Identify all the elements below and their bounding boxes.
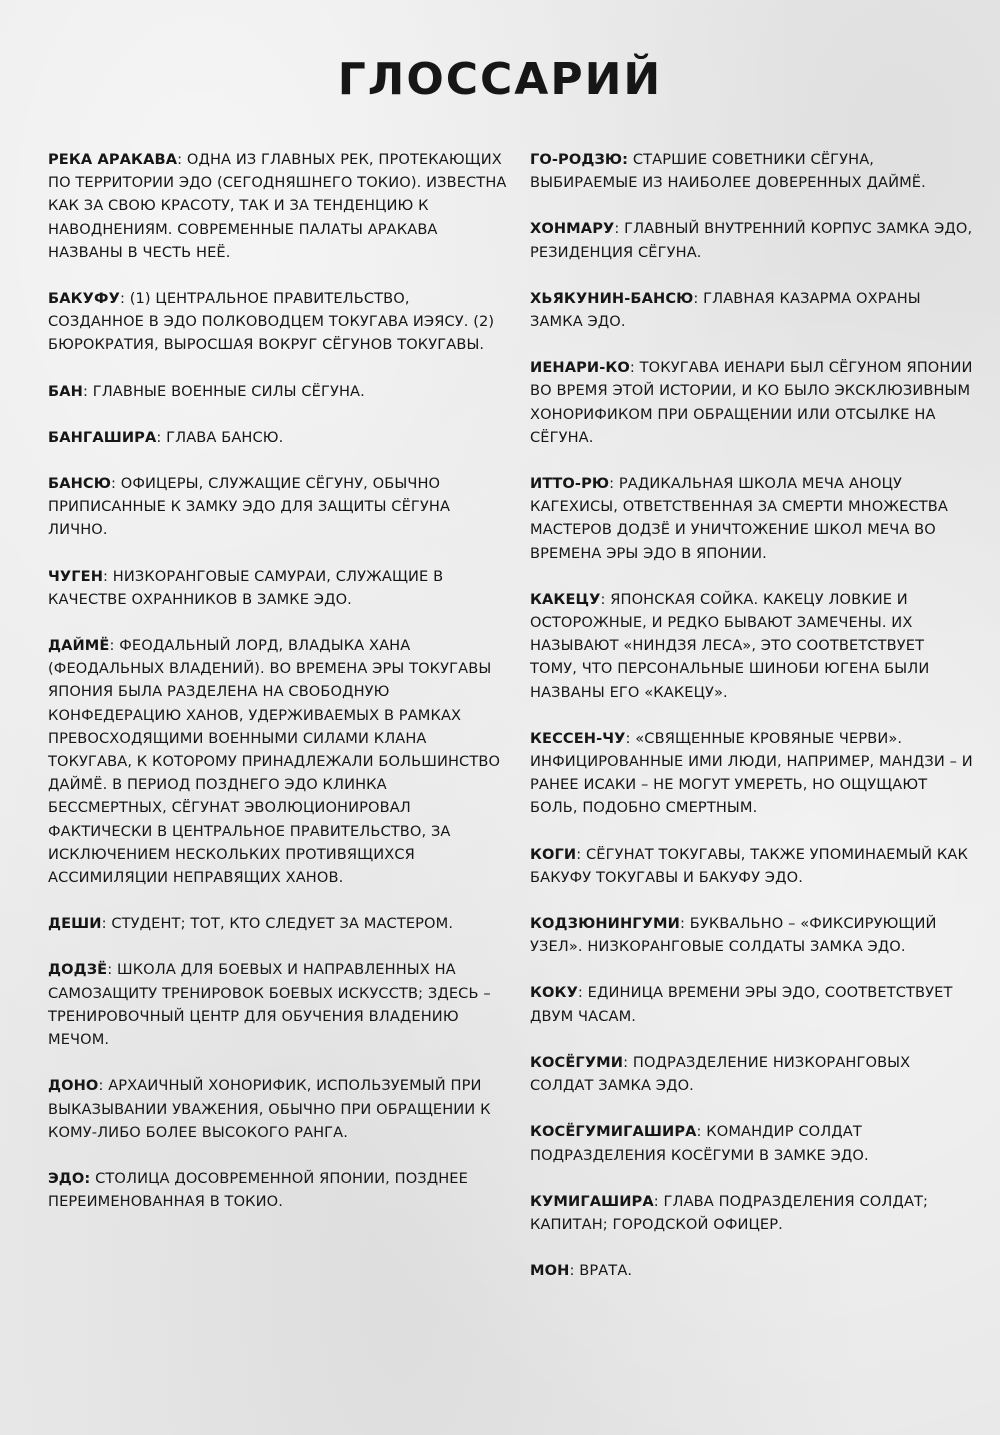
glossary-definition: : НИЗКОРАНГОВЫЕ САМУРАИ, СЛУЖАЩИЕ В КАЧЕСТВЕ ОХРАННИКОВ В ЗАМКЕ ЭДО. bbox=[48, 567, 444, 608]
glossary-definition: : ШКОЛА ДЛЯ БОЕВЫХ И НАПРАВЛЕННЫХ НА САМОЗАЩИТУ ТРЕНИРОВОК БОЕВЫХ ИСКУССТВ; ЗДЕСЬ – ТРЕНИРОВОЧНЫЙ ЦЕНТР ДЛЯ ОБУЧЕНИЯ ВЛАДЕНИЮ МЕЧОМ. bbox=[48, 961, 491, 1049]
glossary-term: КАКЕЦУ bbox=[530, 590, 601, 608]
glossary-term: БАНСЮ bbox=[48, 475, 111, 493]
glossary-left-column bbox=[48, 148, 510, 1236]
glossary-entry bbox=[530, 1051, 975, 1097]
glossary-term: КОКУ bbox=[530, 984, 578, 1002]
glossary-right-column bbox=[530, 148, 975, 1305]
glossary-definition: : ОДНА ИЗ ГЛАВНЫХ РЕК, ПРОТЕКАЮЩИХ ПО ТЕРРИТОРИИ ЭДО (СЕГОДНЯШНЕГО ТОКИО). ИЗВЕСТНА КАК ЗА СВОЮ КРАСОТУ, ТАК И ЗА ТЕНДЕНЦИЮ К НАВОДНЕНИЯМ. СОВРЕМЕННЫЕ ПАЛАТЫ АРАКАВА НАЗВАНЫ В ЧЕСТЬ НЕЁ. bbox=[48, 151, 507, 261]
glossary-entry bbox=[530, 217, 975, 263]
glossary-entry bbox=[48, 634, 510, 889]
glossary-definition: : ГЛАВНАЯ КАЗАРМА ОХРАНЫ ЗАМКА ЭДО. bbox=[530, 289, 921, 331]
glossary-entry bbox=[48, 380, 510, 403]
glossary-definition: : «СВЯЩЕННЫЕ КРОВЯНЫЕ ЧЕРВИ». ИНФИЦИРОВАННЫЕ ИМИ ЛЮДИ, НАПРИМЕР, МАНДЗИ – И РАНЕЕ ИСАКИ – НЕ МОГУТ УМЕРЕТЬ, НО ОЩУЩАЮТ БОЛЬ, ПОДОБНО СМЕРТНЫМ. bbox=[530, 729, 973, 817]
glossary-entry bbox=[530, 981, 975, 1027]
glossary-entry bbox=[48, 148, 510, 264]
glossary-definition: : ПОДРАЗДЕЛЕНИЕ НИЗКОРАНГОВЫХ СОЛДАТ ЗАМКА ЭДО. bbox=[530, 1053, 911, 1095]
glossary-definition: : ОФИЦЕРЫ, СЛУЖАЩИЕ СЁГУНУ, ОБЫЧНО ПРИПИСАННЫЕ К ЗАМКУ ЭДО ДЛЯ ЗАЩИТЫ СЁГУНА ЛИЧНО. bbox=[48, 475, 451, 539]
glossary-definition: : АРХАИЧНЫЙ ХОНОРИФИК, ИСПОЛЬЗУЕМЫЙ ПРИ ВЫКАЗЫВАНИИ УВАЖЕНИЯ, ОБЫЧНО ПРИ ОБРАЩЕНИИ К КОМУ-ЛИБО БОЛЕЕ ВЫСОКОГО РАНГА. bbox=[48, 1077, 491, 1141]
glossary-definition: : ЕДИНИЦА ВРЕМЕНИ ЭРЫ ЭДО, СООТВЕТСТВУЕТ ДВУМ ЧАСАМ. bbox=[530, 984, 953, 1025]
glossary-entry bbox=[48, 565, 510, 611]
glossary-definition: : ГЛАВНЫЕ ВОЕННЫЕ СИЛЫ СЁГУНА. bbox=[82, 382, 365, 400]
glossary-entry bbox=[530, 356, 975, 449]
glossary-term: ДАЙМЁ bbox=[48, 637, 110, 655]
glossary-definition: : КОМАНДИР СОЛДАТ ПОДРАЗДЕЛЕНИЯ КОСЁГУМИ В ЗАМКЕ ЭДО. bbox=[530, 1123, 869, 1164]
glossary-term: КОСЁГУМИ bbox=[530, 1053, 624, 1071]
glossary-term: ЭДО: bbox=[48, 1169, 91, 1187]
glossary-definition: : ЯПОНСКАЯ СОЙКА. КАКЕЦУ ЛОВКИЕ И ОСТОРОЖНЫЕ, И РЕДКО БЫВАЮТ ЗАМЕЧЕНЫ. ИХ НАЗЫВАЮТ «НИНДЗЯ ЛЕСА», ЭТО СООТВЕТСТВУЕТ ТОМУ, ЧТО ПЕРСОНАЛЬНЫЕ ШИНОБИ ЮГЕНА БЫЛИ НАЗВАНЫ ЕГО «КАКЕЦУ». bbox=[530, 590, 930, 701]
glossary-term: ЧУГЕН bbox=[48, 567, 104, 585]
glossary-term: ДОНО bbox=[48, 1077, 99, 1095]
glossary-term: БАН bbox=[48, 382, 83, 400]
glossary-definition: : ВРАТА. bbox=[569, 1262, 633, 1280]
glossary-entry bbox=[48, 1074, 510, 1144]
glossary-definition: СТАРШИЕ СОВЕТНИКИ СЁГУНА, ВЫБИРАЕМЫЕ ИЗ НАИБОЛЕЕ ДОВЕРЕННЫХ ДАЙМЁ. bbox=[530, 151, 926, 192]
glossary-term: КОСЁГУМИГАШИРА bbox=[530, 1123, 697, 1141]
glossary-entry bbox=[530, 727, 975, 820]
glossary-entry bbox=[48, 1167, 510, 1213]
glossary-definition: : СТУДЕНТ; ТОТ, КТО СЛЕДУЕТ ЗА МАСТЕРОМ. bbox=[101, 915, 454, 933]
glossary-definition: : (1) ЦЕНТРАЛЬНОЕ ПРАВИТЕЛЬСТВО, СОЗДАННОЕ В ЭДО ПОЛКОВОДЦЕМ ТОКУГАВА ИЭЯСУ. (2) БЮРОКРАТИЯ, ВЫРОСШАЯ ВОКРУГ СЁГУНОВ ТОКУГАВЫ. bbox=[48, 290, 495, 354]
glossary-term: ГО-РОДЗЮ: bbox=[530, 151, 629, 168]
glossary-definition: : РАДИКАЛЬНАЯ ШКОЛА МЕЧА АНОЦУ КАГЕХИСЫ, ОТВЕТСТВЕННАЯ ЗА СМЕРТИ МНОЖЕСТВА МАСТЕРОВ ДОДЗЁ И УНИЧТОЖЕНИЕ ШКОЛ МЕЧА ВО ВРЕМЕНА ЭРЫ ЭДО В ЯПОНИИ. bbox=[530, 475, 948, 562]
glossary-entry bbox=[530, 912, 975, 958]
glossary-entry bbox=[530, 148, 975, 194]
glossary-entry bbox=[48, 958, 510, 1051]
glossary-term: ХЬЯКУНИН-БАНСЮ bbox=[530, 289, 694, 307]
glossary-term: БАНГАШИРА bbox=[48, 428, 157, 446]
glossary-term: КЕССЕН-ЧУ bbox=[530, 729, 626, 747]
glossary-definition: : ГЛАВНЫЙ ВНУТРЕННИЙ КОРПУС ЗАМКА ЭДО, РЕЗИДЕНЦИЯ СЁГУНА. bbox=[530, 220, 973, 261]
glossary-term: ДЕШИ bbox=[48, 915, 102, 933]
glossary-term: КУМИГАШИРА bbox=[530, 1192, 654, 1210]
glossary-entry bbox=[48, 912, 510, 935]
glossary-definition: : ТОКУГАВА ИЕНАРИ БЫЛ СЁГУНОМ ЯПОНИИ ВО ВРЕМЯ ЭТОЙ ИСТОРИИ, И КО БЫЛО ЭКСКЛЮЗИВНЫМ ХОНОРИФИКОМ ПРИ ОБРАЩЕНИИ ИЛИ ОТСЫЛКЕ НА СЁГУНА. bbox=[530, 359, 973, 446]
glossary-term: РЕКА АРАКАВА bbox=[48, 151, 178, 168]
glossary-term: БАКУФУ bbox=[48, 290, 120, 308]
glossary-entry bbox=[530, 472, 975, 565]
glossary-entry bbox=[530, 287, 975, 333]
glossary-term: ДОДЗЁ bbox=[48, 961, 108, 979]
glossary-term: ИТТО-РЮ bbox=[530, 475, 610, 493]
glossary-entry bbox=[530, 588, 975, 704]
glossary-entry bbox=[530, 1120, 975, 1166]
glossary-term: КОГИ bbox=[530, 845, 577, 863]
glossary-term: ИЕНАРИ-КО bbox=[530, 359, 630, 377]
glossary-entry bbox=[48, 287, 510, 357]
glossary-term: КОДЗЮНИНГУМИ bbox=[530, 915, 680, 933]
glossary-term: МОН bbox=[530, 1262, 570, 1280]
glossary-definition: СТОЛИЦА ДОСОВРЕМЕННОЙ ЯПОНИИ, ПОЗДНЕЕ ПЕРЕИМЕНОВАННАЯ В ТОКИО. bbox=[48, 1169, 468, 1211]
page-title: ГЛОССАРИЙ bbox=[337, 54, 663, 105]
glossary-entry bbox=[530, 1259, 975, 1282]
glossary-entry bbox=[530, 1190, 975, 1236]
glossary-definition: : БУКВАЛЬНО – «ФИКСИРУЮЩИЙ УЗЕЛ». НИЗКОРАНГОВЫЕ СОЛДАТЫ ЗАМКА ЭДО. bbox=[530, 915, 937, 956]
glossary-definition: : ГЛАВА БАНСЮ. bbox=[156, 428, 284, 446]
glossary-definition: : ГЛАВА ПОДРАЗДЕЛЕНИЯ СОЛДАТ; КАПИТАН; ГОРОДСКОЙ ОФИЦЕР. bbox=[530, 1192, 929, 1233]
glossary-entry bbox=[48, 426, 510, 449]
glossary-entry bbox=[530, 843, 975, 889]
glossary-term: ХОНМАРУ bbox=[530, 220, 615, 238]
glossary-definition: : ФЕОДАЛЬНЫЙ ЛОРД, ВЛАДЫКА ХАНА (ФЕОДАЛЬНЫХ ВЛАДЕНИЙ). ВО ВРЕМЕНА ЭРЫ ТОКУГАВЫ ЯПОНИЯ БЫЛА РАЗДЕЛЕНА НА СВОБОДНУЮ КОНФЕДЕРАЦИЮ ХАНОВ, УДЕРЖИВАЕМЫХ В РАМКАХ ПРЕВОСХОДЯЩИМИ ВОЕННЫМИ СИЛАМИ КЛАНА ТОКУГАВА, К КОТОРОМУ ПРИНАДЛЕЖАЛИ БОЛЬШИНСТВО ДАЙМЁ. В ПЕРИОД ПОЗДНЕГО ЭДО КЛИНКА БЕССМЕРТНЫХ, СЁГУНАТ ЭВОЛЮЦИОНИРОВАЛ ФАКТИЧЕСКИ В ЦЕНТРАЛЬНОЕ ПРАВИТЕЛЬСТВО, ЗА ИСКЛЮЧЕНИЕМ НЕСКОЛЬКИХ ПРОТИВЯЩИХСЯ АССИМИЛЯЦИИ НЕПРАВЯЩИХ ХАНОВ. bbox=[48, 637, 501, 887]
glossary-entry bbox=[48, 472, 510, 542]
glossary-definition: : СЁГУНАТ ТОКУГАВЫ, ТАКЖЕ УПОМИНАЕМЫЙ КАК БАКУФУ ТОКУГАВЫ И БАКУФУ ЭДО. bbox=[530, 845, 968, 886]
